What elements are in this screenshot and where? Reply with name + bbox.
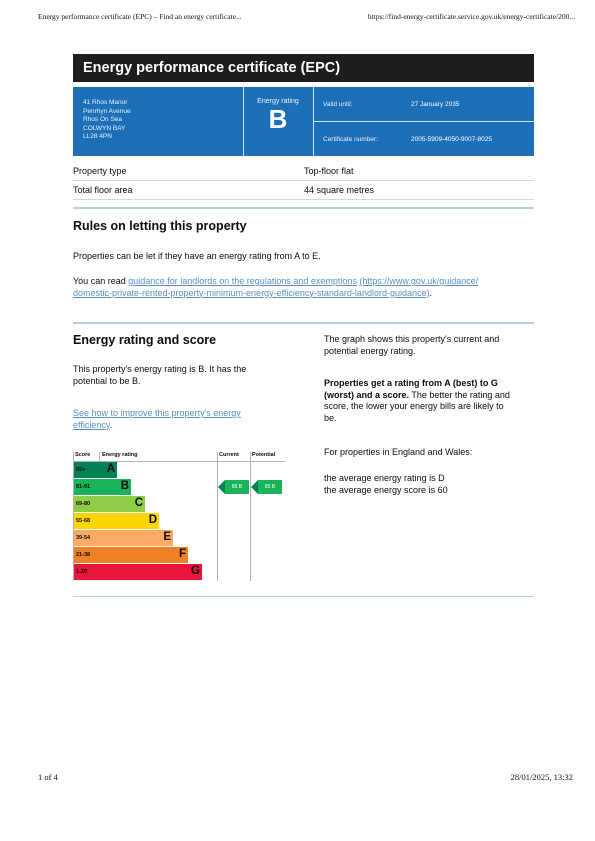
band-letter-label: A	[106, 463, 115, 475]
address-line: 41 Rhos Manor	[83, 99, 128, 106]
valid-until-label: Valid until:	[323, 101, 353, 108]
band-score-label: 81-91	[76, 484, 91, 490]
address-line: Rhos On Sea	[83, 116, 123, 124]
letting-paragraph: Properties can be let if they have an energy rating from A to E.	[73, 251, 321, 261]
chart-gridline	[250, 452, 251, 581]
energy-rating-cell	[243, 87, 313, 156]
energy-rating-label: Energy rating	[257, 98, 299, 105]
band-letter-label: D	[148, 514, 157, 526]
rating-band-c	[74, 496, 145, 512]
improve-suffix: .	[109, 419, 113, 430]
rating-band-e	[74, 530, 173, 546]
graph-explanation-line: potential energy rating.	[324, 345, 416, 356]
band-letter-label: F	[178, 548, 186, 560]
average-rating: the average energy rating is D	[324, 473, 445, 483]
band-letter-label: C	[134, 497, 143, 509]
rating-heading: Energy rating and score	[73, 333, 217, 347]
band-score-label: 55-68	[76, 518, 91, 524]
band-score-label: 21-38	[76, 552, 91, 558]
band-letter-label: G	[191, 565, 200, 577]
graph-explanation	[324, 334, 499, 357]
rating-summary-line: This property's energy rating is B. It has the	[73, 364, 247, 374]
chart-header-score: Score	[75, 452, 91, 458]
rating-band-b	[74, 479, 131, 495]
section-divider	[73, 596, 534, 597]
band-letter-label: B	[120, 480, 129, 492]
table-row	[73, 162, 534, 181]
epc-summary-box	[73, 87, 534, 156]
address-line: LL28 4PN	[83, 133, 112, 141]
england-wales-text: For properties in England and Wales:	[324, 447, 473, 457]
chart-header-potential: Potential	[252, 452, 276, 458]
rating-band-d	[74, 513, 159, 529]
band-score-label: 69-80	[76, 501, 91, 507]
rating-scale-text-line: score, the lower your energy bills are likely to	[324, 401, 504, 411]
valid-until-value: 27 January 2035	[411, 101, 460, 108]
rating-scale-bold-cont: (worst) and a score.	[324, 389, 410, 400]
potential-rating-arrow: 85 B	[258, 480, 282, 494]
band-letter-label: E	[163, 531, 171, 543]
improve-efficiency	[73, 408, 241, 431]
landlord-guidance-url-link-cont[interactable]: domestic-private-rented-property-minimum-energy-efficiency-standard-landlord-guidance)	[73, 287, 430, 298]
rating-summary-line: potential to be B.	[73, 375, 141, 386]
page-title: Energy performance certificate (EPC)	[73, 54, 534, 82]
guidance-prefix: You can read	[73, 276, 129, 286]
rating-summary	[73, 364, 246, 387]
energy-rating-letter: B	[268, 104, 288, 134]
landlord-guidance-url-link[interactable]: (https://www.gov.uk/guidance/	[359, 276, 479, 286]
rating-band-a	[74, 462, 117, 478]
certificate-number-label: Certificate number:	[323, 136, 378, 143]
chart-gridline	[217, 452, 218, 581]
print-header-title: Energy performance certificate (EPC) – Find an energy certificate...	[38, 12, 242, 21]
property-type-label: Property type	[73, 166, 127, 176]
property-address	[83, 99, 131, 142]
band-score-label: 92+	[76, 467, 86, 473]
property-details-table	[73, 162, 534, 200]
improve-efficiency-link[interactable]: See how to improve this property's energy	[73, 408, 241, 418]
graph-explanation-line: The graph shows this property's current and	[324, 334, 500, 344]
letting-heading: Rules on letting this property	[73, 219, 247, 233]
letting-guidance-paragraph	[73, 276, 535, 299]
table-row	[73, 181, 534, 200]
floor-area-value: 44 square metres	[304, 185, 375, 195]
guidance-suffix: .	[429, 287, 432, 298]
section-divider	[73, 322, 534, 324]
band-score-label: 1-20	[76, 569, 88, 575]
divider	[314, 121, 534, 122]
property-type-value: Top-floor flat	[304, 166, 354, 176]
current-rating-arrow: 85 B	[225, 480, 249, 494]
rating-band-g	[74, 564, 202, 580]
section-divider	[73, 207, 534, 209]
chart-gridline	[99, 452, 100, 462]
rating-scale-text: The better the rating and	[409, 389, 510, 400]
print-header-url: https://find-energy-certificate.service.gov.uk/energy-certificate/200...	[367, 12, 575, 21]
averages	[324, 473, 448, 496]
address-line: COLWYN BAY	[83, 124, 126, 132]
rating-scale-bold: Properties get a rating from A (best) to G	[324, 378, 498, 388]
band-score-label: 39-54	[76, 535, 91, 541]
chart-header-current: Current	[219, 452, 239, 458]
certificate-number-value: 2005-5909-4050-9007-8025	[411, 136, 492, 143]
page-number: 1 of 4	[38, 772, 58, 782]
address-line: Penrhyn Avenue	[83, 107, 131, 115]
energy-rating-chart	[73, 452, 285, 584]
rating-scale-text-line: be.	[324, 412, 337, 423]
floor-area-label: Total floor area	[73, 185, 133, 195]
rating-band-f	[74, 547, 188, 563]
chart-header-rating: Energy rating	[102, 452, 138, 458]
print-datetime: 28/01/2025, 13:32	[510, 772, 573, 782]
landlord-guidance-link[interactable]: guidance for landlords on the regulations and exemptions	[128, 276, 357, 286]
average-score: the average energy score is 60	[324, 484, 448, 495]
improve-efficiency-link-cont[interactable]: efficiency	[73, 419, 110, 430]
rating-scale-explanation	[324, 378, 536, 424]
